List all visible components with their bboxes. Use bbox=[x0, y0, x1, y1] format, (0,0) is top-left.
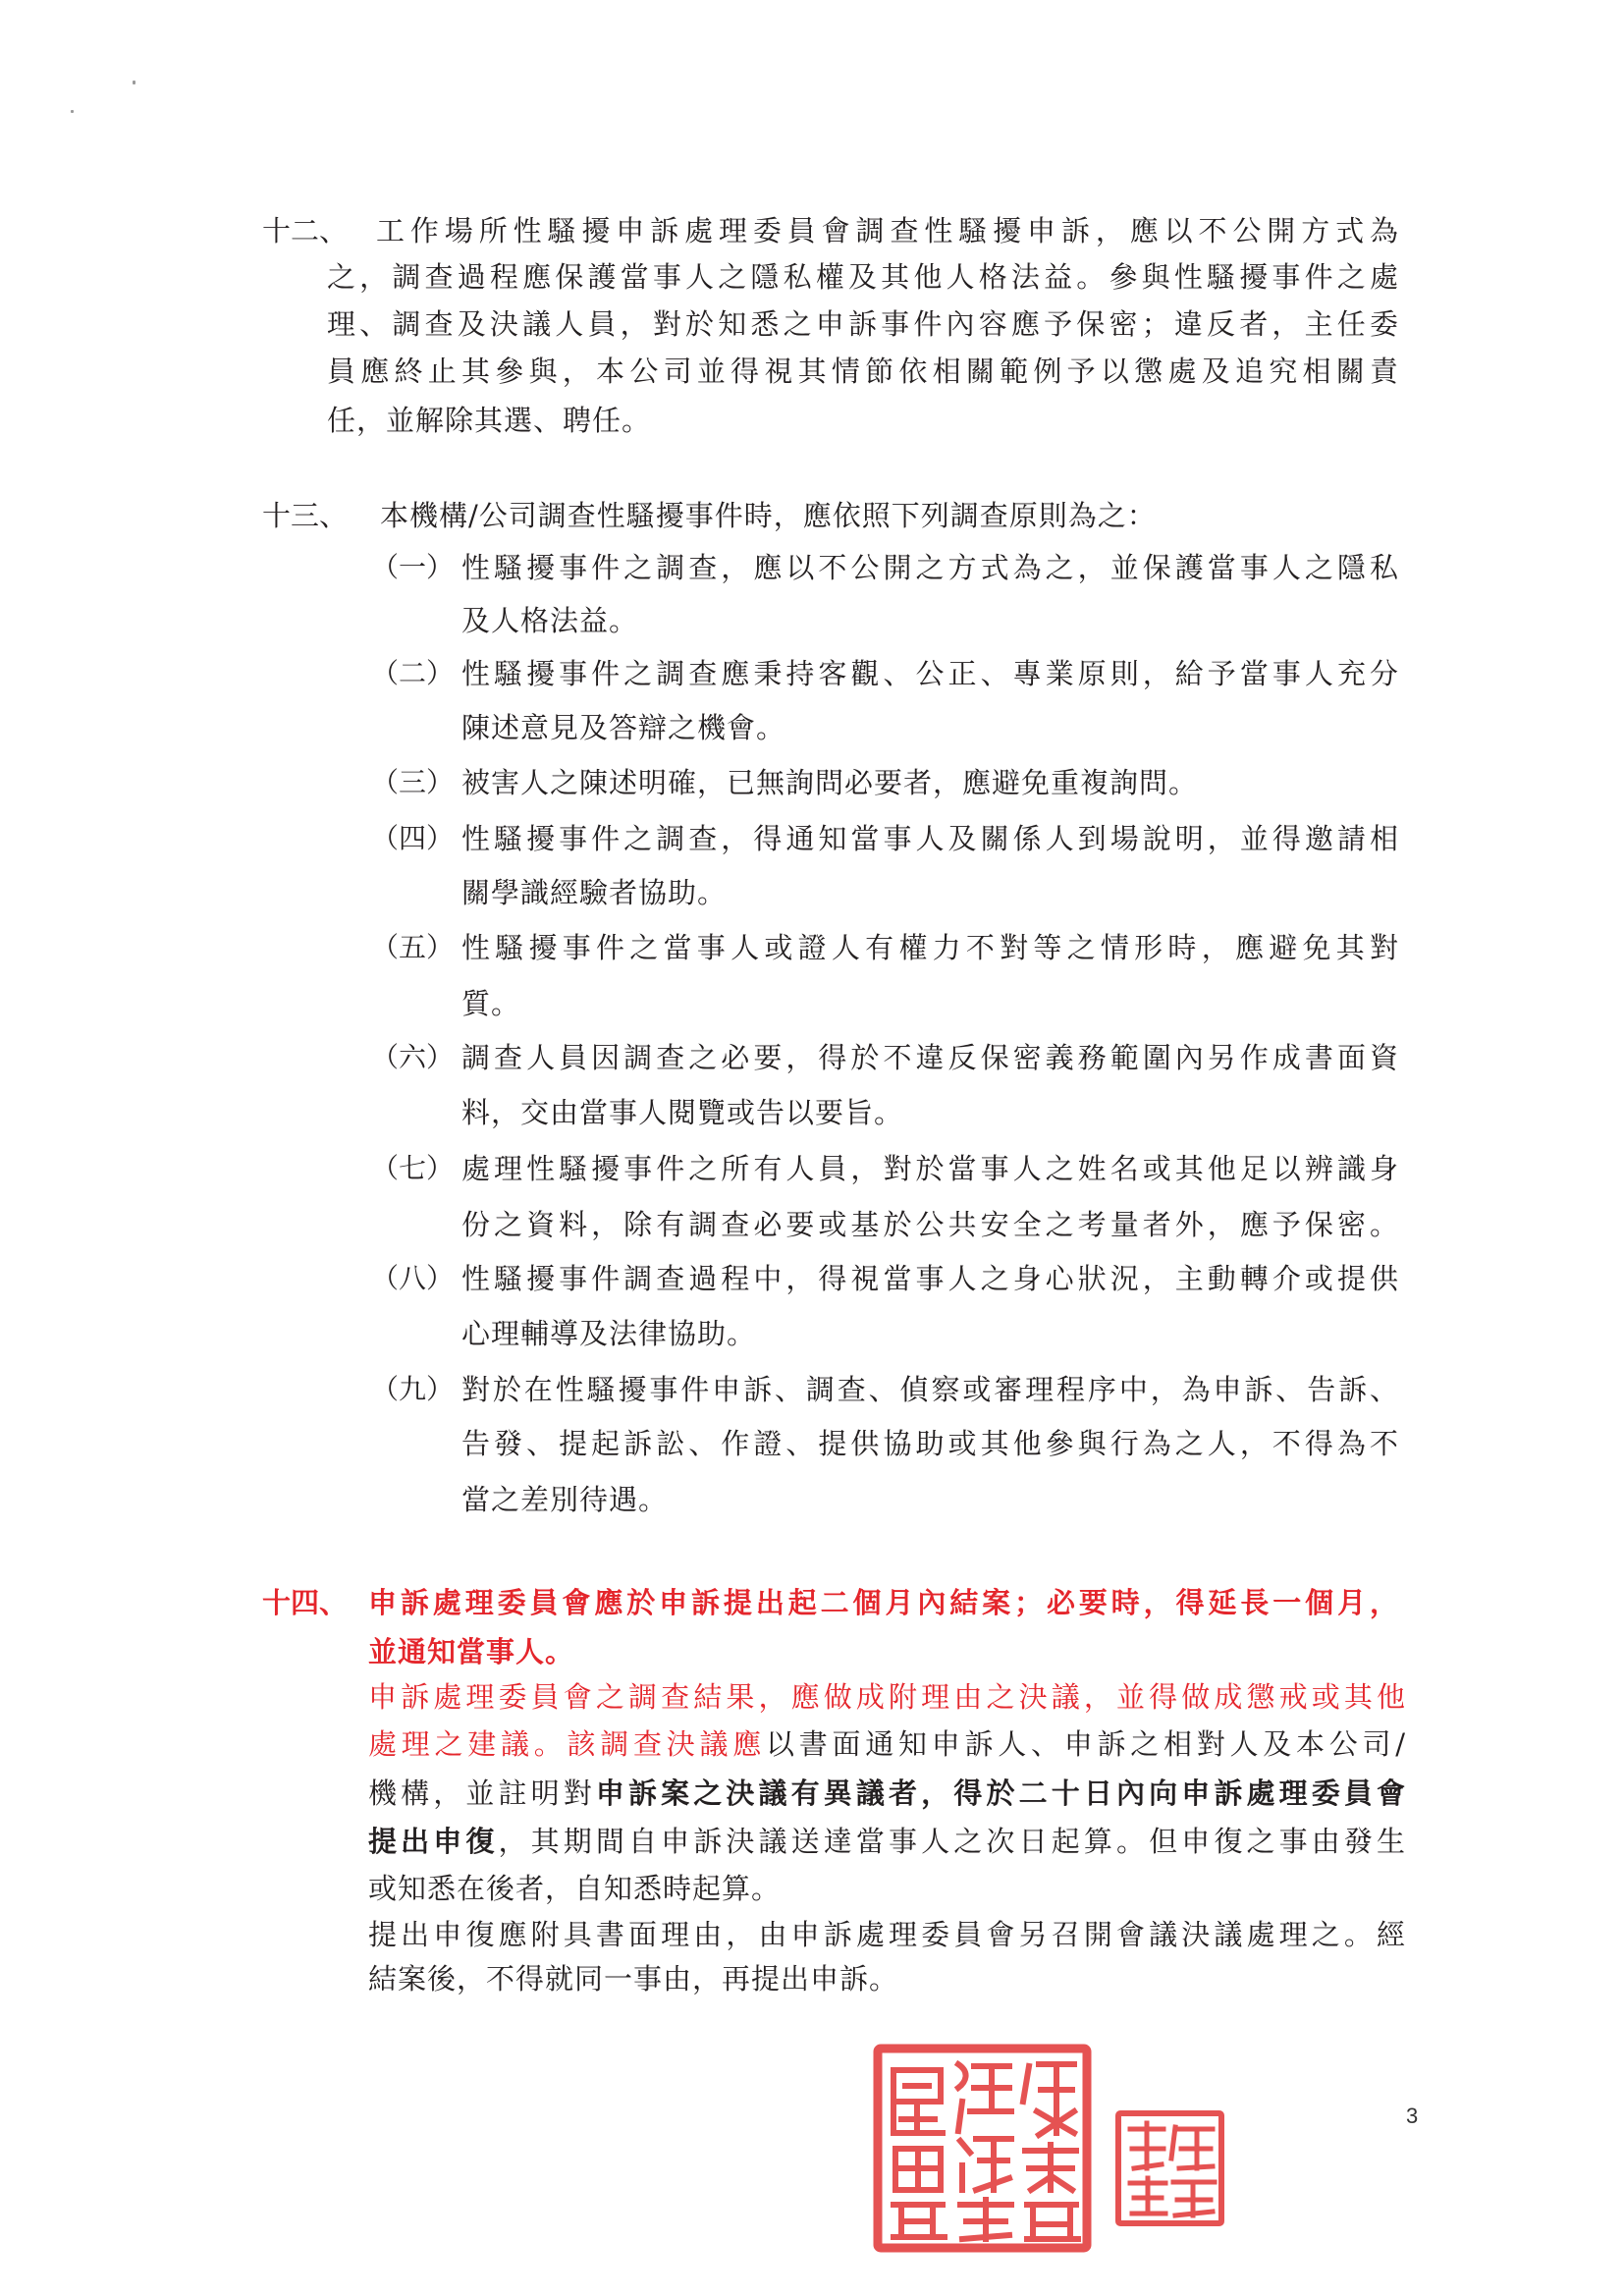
section-12-line: 工作場所性騷擾申訴處理委員會調查性騷擾申訴，應以不公開方式為 bbox=[376, 214, 1399, 247]
item-4-line: 關學識經驗者協助。 bbox=[461, 876, 728, 909]
item-9-line: 告發、提起訴訟、作證、提供協助或其他參與行為之人，不得為不 bbox=[461, 1427, 1399, 1460]
section-12-line: 理、調查及決議人員，對於知悉之申訴事件內容應予保密；違反者，主任委 bbox=[327, 307, 1399, 341]
body-text: 提出申復應附具書面理由，由申訴處理委員會另召開會議決議處理之。經 bbox=[368, 1918, 1406, 1951]
body-text: ，其期間自申訴決議送達當事人之次日起算。但申復之事由發生 bbox=[498, 1825, 1406, 1858]
section-13-label: 十三、 bbox=[262, 499, 349, 532]
item-7-label: （七） bbox=[371, 1152, 455, 1184]
scan-speck bbox=[133, 81, 135, 84]
section-12-line: 之，調查過程應保護當事人之隱私權及其他人格法益。參與性騷擾事件之處 bbox=[327, 260, 1399, 294]
item-2-label: （二） bbox=[371, 657, 455, 689]
body-text: 機構，並註明對 bbox=[368, 1777, 596, 1810]
section-14-line bbox=[368, 1869, 1406, 1908]
scan-speck bbox=[71, 110, 74, 113]
item-6-label: （六） bbox=[371, 1041, 455, 1073]
section-14-line bbox=[368, 1774, 1406, 1813]
item-8-label: （八） bbox=[371, 1262, 455, 1294]
bold-text: 提出申復 bbox=[368, 1825, 499, 1858]
item-1-line: 及人格法益。 bbox=[461, 604, 639, 637]
highlighted-text: 申訴處理委員會之調查結果，應做成附理由之決議，並得做成懲戒或其他 bbox=[368, 1680, 1406, 1714]
item-4-label: （四） bbox=[371, 822, 455, 854]
section-12-label: 十二、 bbox=[262, 214, 349, 247]
section-14-line bbox=[368, 1915, 1406, 1954]
item-5-line: 性騷擾事件之當事人或證人有權力不對等之情形時，應避免其對 bbox=[461, 931, 1399, 964]
body-text: 或知悉在後者，自知悉時起算。 bbox=[368, 1872, 782, 1905]
item-1-label: （一） bbox=[371, 551, 455, 583]
body-text: 結案後，不得就同一事由，再提出申訴。 bbox=[368, 1962, 899, 1995]
item-6-line: 調查人員因調查之必要，得於不違反保密義務範圍內另作成書面資 bbox=[461, 1041, 1399, 1074]
highlighted-bold-text: 申訴處理委員會應於申訴提出起二個月內結案；必要時，得延長一個月， bbox=[368, 1586, 1399, 1619]
item-5-line: 質。 bbox=[461, 987, 521, 1020]
section-12-line: 員應終止其參與，本公司並得視其情節依相關範例予以懲處及追究相關責 bbox=[327, 355, 1399, 388]
section-14-line bbox=[368, 1822, 1406, 1861]
section-14-line bbox=[368, 1677, 1406, 1717]
item-9-line: 對於在性騷擾事件申訴、調查、偵察或審理程序中，為申訴、告訴、 bbox=[461, 1373, 1399, 1406]
item-7-line: 處理性騷擾事件之所有人員，對於當事人之姓名或其他足以辨識身 bbox=[461, 1152, 1399, 1185]
highlighted-text: 處理之建議。該調查決議應 bbox=[368, 1727, 766, 1761]
section-14-label: 十四、 bbox=[262, 1586, 349, 1619]
section-14-line bbox=[368, 1724, 1406, 1764]
item-9-label: （九） bbox=[371, 1373, 455, 1405]
section-14-line bbox=[368, 1583, 1399, 1622]
highlighted-bold-text: 並通知當事人。 bbox=[368, 1635, 575, 1668]
item-4-line: 性騷擾事件之調查，得通知當事人及關係人到場說明，並得邀請相 bbox=[461, 822, 1399, 855]
item-7-line: 份之資料，除有調查必要或基於公共安全之考量者外，應予保密。 bbox=[461, 1208, 1399, 1241]
bold-text: 申訴案之決議有異議者，得於二十日內向申訴處理委員會 bbox=[595, 1777, 1406, 1810]
item-2-line: 陳述意見及答辯之機會。 bbox=[461, 711, 786, 744]
item-2-line: 性騷擾事件之調查應秉持客觀、公正、專業原則，給予當事人充分 bbox=[461, 657, 1399, 690]
item-6-line: 料，交由當事人閱覽或告以要旨。 bbox=[461, 1096, 904, 1129]
item-9-line: 當之差別待遇。 bbox=[461, 1483, 669, 1516]
item-8-line: 心理輔導及法律協助。 bbox=[461, 1317, 757, 1350]
item-3-label: （三） bbox=[371, 766, 455, 798]
item-3-line: 被害人之陳述明確，已無詢問必要者，應避免重複詢問。 bbox=[461, 766, 1199, 799]
page-number: 3 bbox=[1406, 2104, 1419, 2128]
company-seal-icon bbox=[872, 2043, 1093, 2254]
section-14-line bbox=[368, 1959, 1406, 1998]
representative-seal-icon bbox=[1114, 2109, 1225, 2227]
section-14-line bbox=[368, 1632, 1406, 1671]
section-12-line: 任，並解除其選、聘任。 bbox=[327, 404, 652, 437]
item-5-label: （五） bbox=[371, 931, 455, 963]
item-1-line: 性騷擾事件之調查，應以不公開之方式為之，並保護當事人之隱私 bbox=[461, 551, 1399, 584]
item-8-line: 性騷擾事件調查過程中，得視當事人之身心狀況，主動轉介或提供 bbox=[461, 1262, 1399, 1295]
section-13-intro: 本機構/公司調查性騷擾事件時，應依照下列調查原則為之： bbox=[380, 499, 1157, 532]
body-text: 以書面通知申訴人、申訴之相對人及本公司/ bbox=[765, 1727, 1406, 1761]
